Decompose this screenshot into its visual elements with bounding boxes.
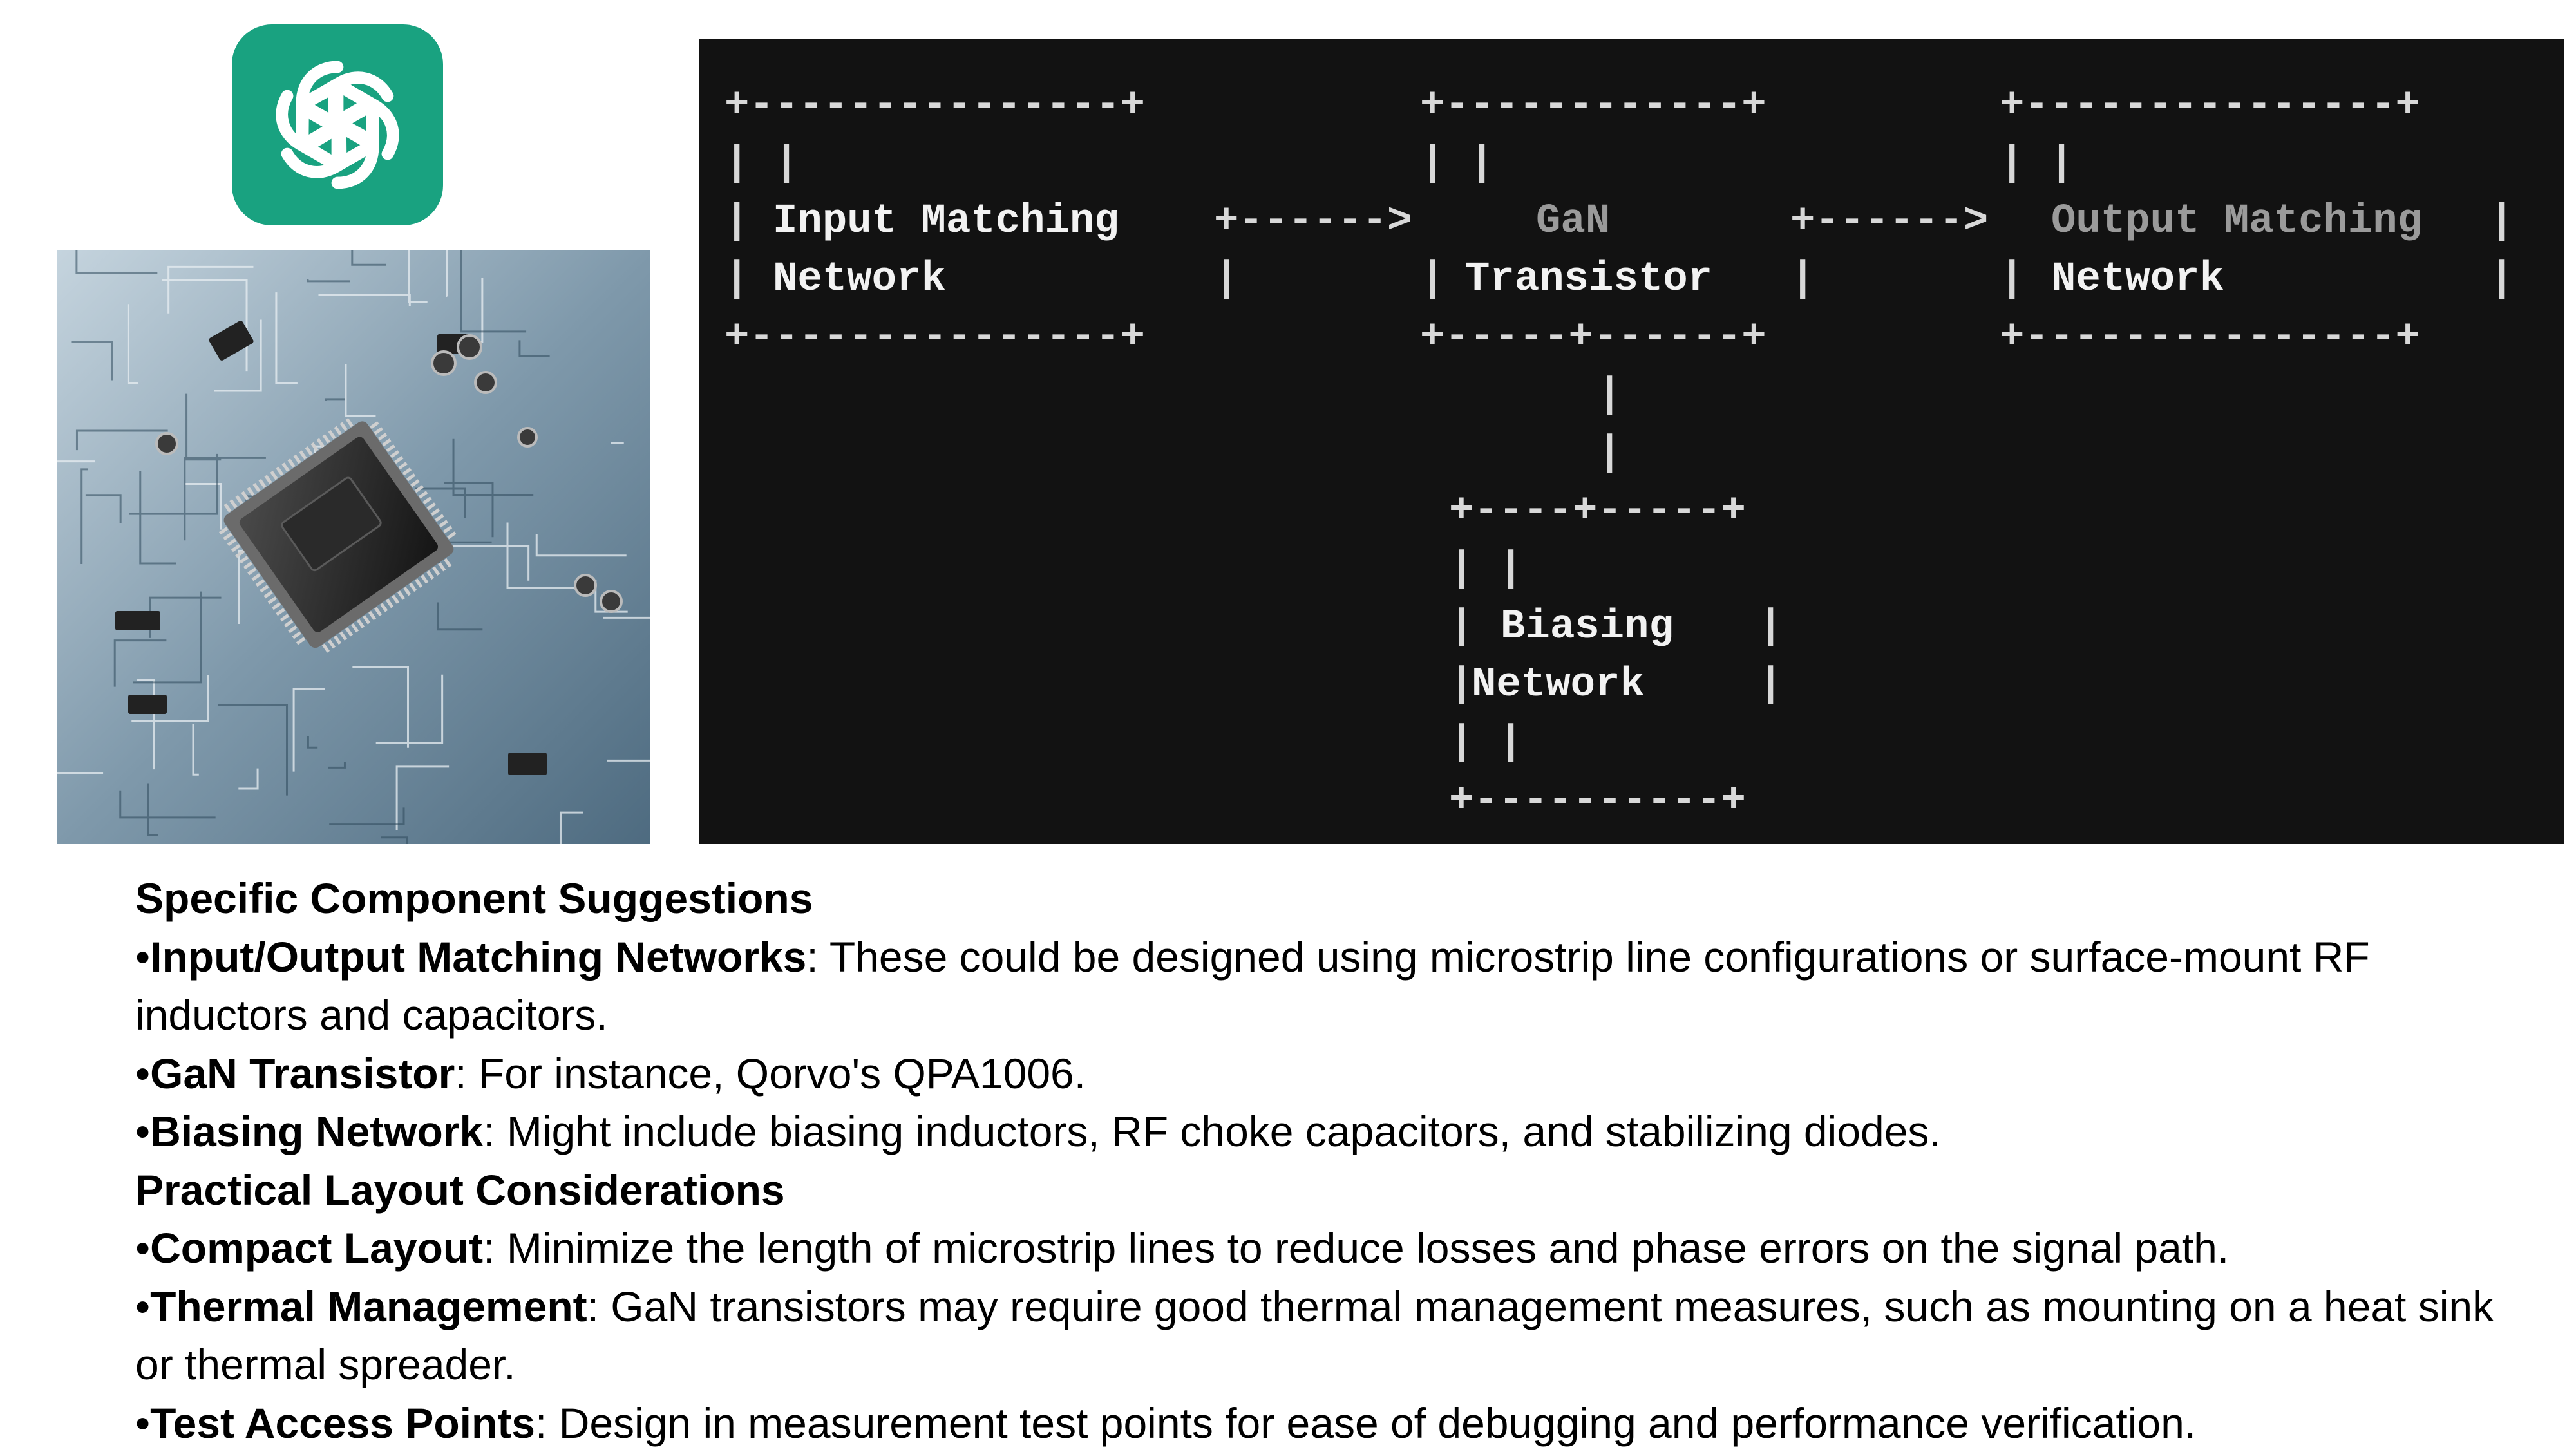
bullet-item: •Thermal Management: GaN transistors may require good thermal management measures, such as mounting on a heat sink or thermal spreader. (135, 1278, 2518, 1394)
openai-knot-icon (257, 44, 418, 205)
bullet-term: Thermal Management (150, 1283, 587, 1330)
diagram-box4-left-edge-2: | (1449, 662, 1473, 708)
bullet-item: •Test Access Points: Design in measurement test points for ease of debugging and performance verification. (135, 1394, 2518, 1452)
diagram-box3-right-edge: | (2489, 198, 2514, 245)
diagram-box2-left-edge-2: | (1420, 256, 1444, 303)
bullet-term: GaN Transistor (150, 1050, 455, 1097)
diagram-box4-side: | | (1449, 546, 1523, 592)
diagram-box1-right-edge-2: | (1214, 256, 1238, 303)
block-diagram-panel (699, 39, 2564, 844)
bullet-item: •Compact Layout: Minimize the length of microstrip lines to reduce losses and phase errors on the signal path. (135, 1219, 2518, 1278)
diagram-box1-left-edge-2: | (724, 256, 749, 303)
bullet-item: •Biasing Network: Might include biasing inductors, RF choke capacitors, and stabilizing diodes. (135, 1102, 2518, 1161)
diagram-box1-top-border: +---------------+ (724, 82, 1145, 129)
diagram-box1-side: | | (724, 140, 799, 187)
diagram-box1-line2: Network (773, 256, 946, 303)
diagram-box4-bottom-border: +----------+ (1449, 778, 1746, 824)
diagram-box3-side: | | (2000, 140, 2074, 187)
diagram-box2-line2: Transistor (1465, 256, 1712, 303)
diagram-box3-left-edge-2: | (2000, 256, 2024, 303)
diagram-box2-top-border: +------------+ (1420, 82, 1766, 129)
bullet-text: : For instance, Qorvo's QPA1006. (455, 1050, 1086, 1097)
diagram-box1-bottom-border: +---------------+ (724, 314, 1145, 361)
diagram-box3-bottom-border: +---------------+ (2000, 314, 2420, 361)
diagram-box3-top-border: +---------------+ (2000, 82, 2420, 129)
diagram-box2-side: | | (1420, 140, 1494, 187)
diagram-box2-bottom-border: +-----+------+ (1420, 314, 1766, 361)
diagram-box4-side-2: | | (1449, 720, 1523, 766)
bullet-term: Compact Layout (150, 1224, 483, 1272)
diagram-box1-line1: Input Matching (773, 198, 1119, 245)
openai-logo-icon (232, 24, 443, 225)
section-heading-components: Specific Component Suggestions (135, 869, 2518, 928)
diagram-box4-right-edge-2: | (1758, 662, 1783, 708)
diagram-box3-right-edge-2: | (2489, 256, 2514, 303)
diagram-box3-line1: Output Matching (2051, 198, 2422, 245)
bullet-text: : These could be designed using microstrip line configurations or surface-mount RF inductors and capacitors. (135, 933, 2370, 1039)
bullet-term: Test Access Points (150, 1399, 535, 1447)
section-heading-layout: Practical Layout Considerations (135, 1161, 2518, 1220)
bullet-term: Input/Output Matching Networks (150, 933, 806, 981)
diagram-box2-line1: GaN (1536, 198, 1610, 245)
diagram-box4-right-edge: | (1758, 604, 1783, 650)
bullet-text: : Minimize the length of microstrip lines to reduce losses and phase errors on the signal path. (483, 1224, 2229, 1272)
diagram-box4-top-border: +----+-----+ (1449, 488, 1746, 534)
diagram-box4-line1: Biasing (1501, 604, 1674, 650)
diagram-box3-line2: Network (2051, 256, 2224, 303)
diagram-connector-1: | (1597, 372, 1622, 419)
bullet-text: : Might include biasing inductors, RF choke capacitors, and stabilizing diodes. (483, 1108, 1941, 1155)
diagram-connector-2: | (1597, 430, 1622, 476)
diagram-arrow-1: +------> (1214, 198, 1412, 245)
diagram-arrow-2: +------> (1790, 198, 1988, 245)
circuit-board-chip-image (57, 250, 650, 844)
bullet-text: : GaN transistors may require good thermal management measures, such as mounting on a heat sink or thermal spreader. (135, 1283, 2494, 1389)
bullet-text: : Design in measurement test points for ease of debugging and performance verification. (535, 1399, 2196, 1447)
diagram-box1-left-edge: | (724, 198, 749, 245)
bullet-term: Biasing Network (150, 1108, 483, 1155)
bullet-item: •GaN Transistor: For instance, Qorvo's QPA1006. (135, 1044, 2518, 1103)
bullet-item: •Input/Output Matching Networks: These could be designed using microstrip line configurations or surface-mount RF inductors and capacitors. (135, 928, 2518, 1044)
diagram-box4-line2: Network (1472, 662, 1645, 708)
content-text (135, 869, 2518, 1452)
diagram-box4-left-edge: | (1449, 604, 1473, 650)
diagram-box2-right-edge-2: | (1790, 256, 1815, 303)
